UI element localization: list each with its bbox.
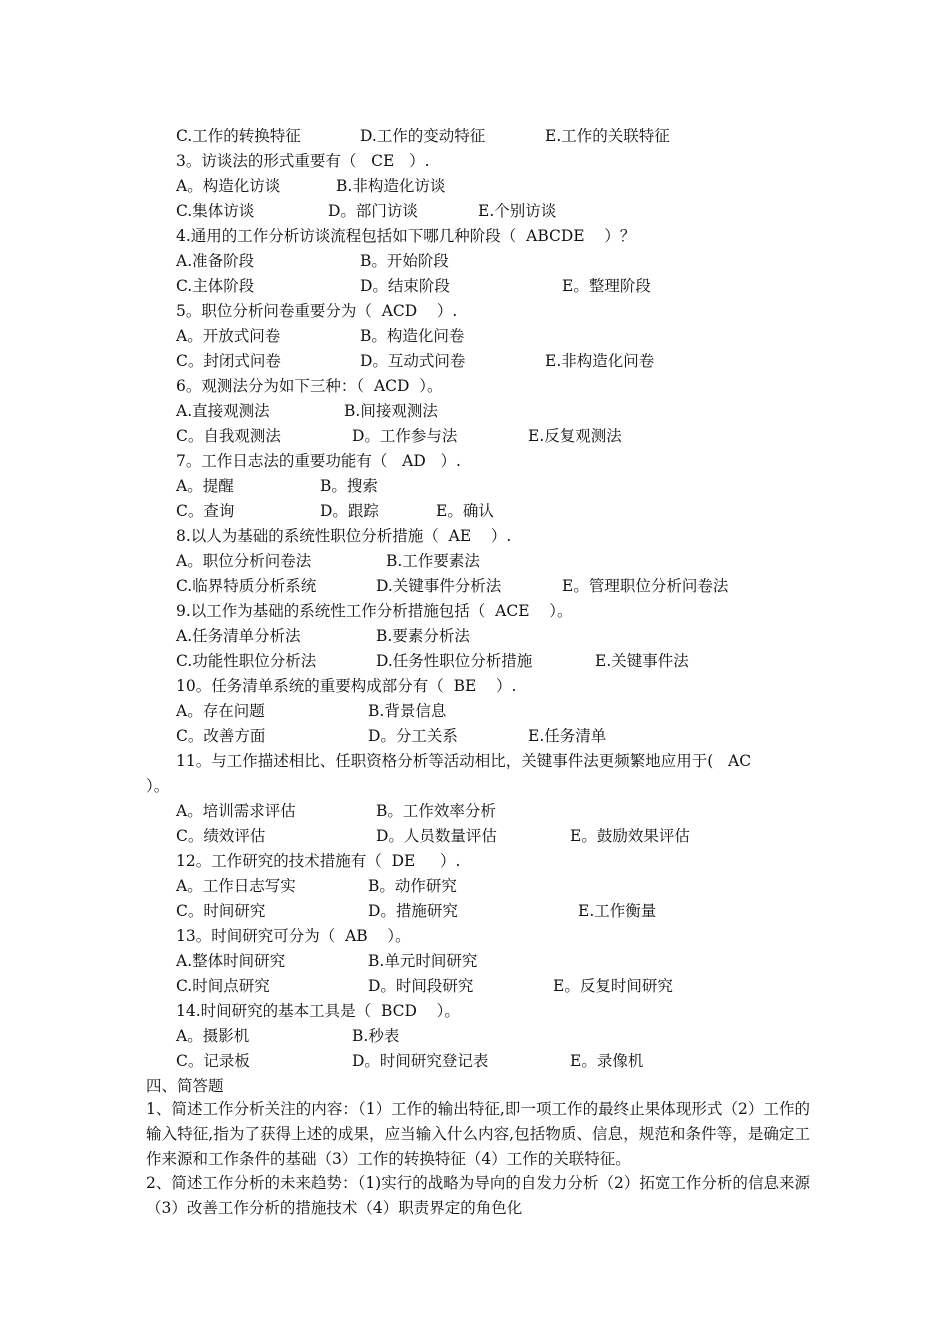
- text-segment: 3。访谈法的形式重要有（ CE ）.: [176, 152, 430, 170]
- text-line: [0, 899, 950, 923]
- text-line: [0, 199, 950, 223]
- text-segment: D。跟踪: [320, 502, 379, 520]
- text-line: [0, 249, 950, 273]
- answer-paragraph: 2、简述工作分析的未来趋势：（1)实行的战略为导向的自发力分析（2）拓宽工作分析的信息来源（3）改善工作分析的措施技术（4）职责界定的角色化: [146, 1174, 810, 1217]
- text-segment: A.整体时间研究: [176, 952, 286, 970]
- text-line: [0, 174, 950, 198]
- text-segment: E。确认: [436, 502, 494, 520]
- text-line: [0, 124, 950, 148]
- text-line: [0, 149, 950, 173]
- text-segment: A。存在问题: [176, 702, 265, 720]
- text-segment: E。录像机: [570, 1052, 644, 1070]
- text-segment: D。分工关系: [368, 727, 458, 745]
- text-segment: B。开始阶段: [360, 252, 449, 270]
- text-segment: B。工作效率分析: [376, 802, 496, 820]
- text-line: [0, 799, 950, 823]
- text-segment: B.工作要素法: [386, 552, 480, 570]
- text-segment: 11。与工作描述相比、任职资格分析等活动相比，关键事件法更频繁地应用于( AC: [176, 752, 752, 770]
- text-segment: A。工作日志写实: [176, 877, 296, 895]
- text-segment: D。措施研究: [368, 902, 458, 920]
- text-line: [0, 474, 950, 498]
- text-segment: 6。观测法分为如下三种：（ ACD ）。: [176, 377, 443, 395]
- text-segment: E.关键事件法: [595, 652, 689, 670]
- text-line: [0, 374, 950, 398]
- text-line: [0, 999, 950, 1023]
- text-segment: B.非构造化访谈: [336, 177, 446, 195]
- text-segment: A.准备阶段: [176, 252, 255, 270]
- text-segment: D。互动式问卷: [360, 352, 466, 370]
- text-line: [0, 649, 950, 673]
- text-line: [0, 624, 950, 648]
- text-segment: 四、简答题: [146, 1077, 224, 1095]
- text-segment: C。改善方面: [176, 727, 266, 745]
- text-segment: C。自我观测法: [176, 427, 281, 445]
- text-segment: B.背景信息: [368, 702, 447, 720]
- text-segment: A。职位分析问卷法: [176, 552, 312, 570]
- text-line: [0, 224, 950, 248]
- text-segment: C。封闭式问卷: [176, 352, 281, 370]
- text-segment: A.任务清单分析法: [176, 627, 301, 645]
- text-segment: D.关键事件分析法: [376, 577, 502, 595]
- text-segment: C.集体访谈: [176, 202, 255, 220]
- text-segment: D。人员数量评估: [376, 827, 497, 845]
- text-segment: D.任务性职位分析措施: [376, 652, 533, 670]
- text-line: [0, 699, 950, 723]
- text-segment: B。动作研究: [368, 877, 457, 895]
- text-line: [0, 424, 950, 448]
- text-segment: C。绩效评估: [176, 827, 266, 845]
- text-line: [0, 774, 950, 798]
- text-segment: A。摄影机: [176, 1027, 250, 1045]
- text-line: [0, 524, 950, 548]
- text-segment: A。开放式问卷: [176, 327, 281, 345]
- text-line: [0, 349, 950, 373]
- text-segment: 9.以工作为基础的系统性工作分析措施包括（ ACE ）。: [176, 602, 573, 620]
- text-segment: C。查询: [176, 502, 235, 520]
- text-segment: D。部门访谈: [328, 202, 418, 220]
- text-line: [0, 724, 950, 748]
- text-segment: 14.时间研究的基本工具是（ BCD ）。: [176, 1002, 460, 1020]
- text-segment: 4.通用的工作分析访谈流程包括如下哪几种阶段（ ABCDE ）？: [176, 227, 636, 245]
- text-line: [0, 449, 950, 473]
- text-segment: E.工作的关联特征: [545, 127, 670, 145]
- text-line: [0, 299, 950, 323]
- text-line: [0, 924, 950, 948]
- text-line: [0, 974, 950, 998]
- text-segment: E。管理职位分析问卷法: [562, 577, 729, 595]
- text-segment: B.要素分析法: [376, 627, 470, 645]
- text-segment: E.反复观测法: [528, 427, 622, 445]
- text-line: [0, 874, 950, 898]
- text-segment: B.单元时间研究: [368, 952, 478, 970]
- text-segment: 5。职位分析问卷重要分为（ ACD ）.: [176, 302, 458, 320]
- text-segment: E。鼓励效果评估: [570, 827, 690, 845]
- text-segment: B。构造化问卷: [360, 327, 465, 345]
- text-line: [0, 949, 950, 973]
- text-segment: E。反复时间研究: [553, 977, 673, 995]
- text-segment: 10。任务清单系统的重要构成部分有（ BE ）.: [176, 677, 517, 695]
- text-segment: D。结束阶段: [360, 277, 450, 295]
- text-line: [0, 1074, 950, 1098]
- text-segment: A。构造化访谈: [176, 177, 281, 195]
- text-segment: E.任务清单: [528, 727, 607, 745]
- text-segment: C。时间研究: [176, 902, 266, 920]
- text-segment: A。培训需求评估: [176, 802, 296, 820]
- text-segment: D。时间段研究: [368, 977, 474, 995]
- text-segment: D。工作参与法: [352, 427, 458, 445]
- text-segment: C.临界特质分析系统: [176, 577, 317, 595]
- text-segment: E。整理阶段: [562, 277, 651, 295]
- text-line: [0, 849, 950, 873]
- text-segment: C.主体阶段: [176, 277, 255, 295]
- text-segment: B.间接观测法: [344, 402, 438, 420]
- text-segment: 13。时间研究可分为（ AB ）。: [176, 927, 411, 945]
- text-line: [0, 1049, 950, 1073]
- text-segment: A。提醒: [176, 477, 234, 495]
- text-segment: ）。: [146, 777, 170, 795]
- text-segment: B.秒表: [352, 1027, 400, 1045]
- text-line: [0, 599, 950, 623]
- answer-paragraph: 1、简述工作分析关注的内容：（1）工作的输出特征,即一项工作的最终止果体现形式（2）工作的输入特征,指为了获得上述的成果，应当输入什么内容,包括物质、信息，规范和条件等，是确定工作来源和工作条件的基础（3）工作的转换特征（4）工作的关联特征。: [146, 1100, 810, 1168]
- text-line: [0, 824, 950, 848]
- text-line: [0, 399, 950, 423]
- text-segment: E.非构造化问卷: [545, 352, 655, 370]
- text-segment: B。搜索: [320, 477, 378, 495]
- text-segment: 8.以人为基础的系统性职位分析措施（ AE ）.: [176, 527, 512, 545]
- text-line: [0, 674, 950, 698]
- text-line: [0, 324, 950, 348]
- text-segment: C.功能性职位分析法: [176, 652, 317, 670]
- text-line: [0, 574, 950, 598]
- text-segment: D.工作的变动特征: [360, 127, 486, 145]
- text-line: [0, 274, 950, 298]
- text-line: [0, 749, 950, 773]
- text-line: [0, 1024, 950, 1048]
- text-segment: 7。工作日志法的重要功能有（ AD ）.: [176, 452, 461, 470]
- text-segment: A.直接观测法: [176, 402, 270, 420]
- text-segment: D。时间研究登记表: [352, 1052, 489, 1070]
- text-segment: 12。工作研究的技术措施有（ DE ）.: [176, 852, 461, 870]
- text-segment: E.个别访谈: [478, 202, 557, 220]
- text-segment: C.工作的转换特征: [176, 127, 301, 145]
- text-segment: E.工作衡量: [578, 902, 657, 920]
- text-line: [0, 549, 950, 573]
- text-line: [0, 499, 950, 523]
- text-segment: C.时间点研究: [176, 977, 270, 995]
- text-segment: C。记录板: [176, 1052, 250, 1070]
